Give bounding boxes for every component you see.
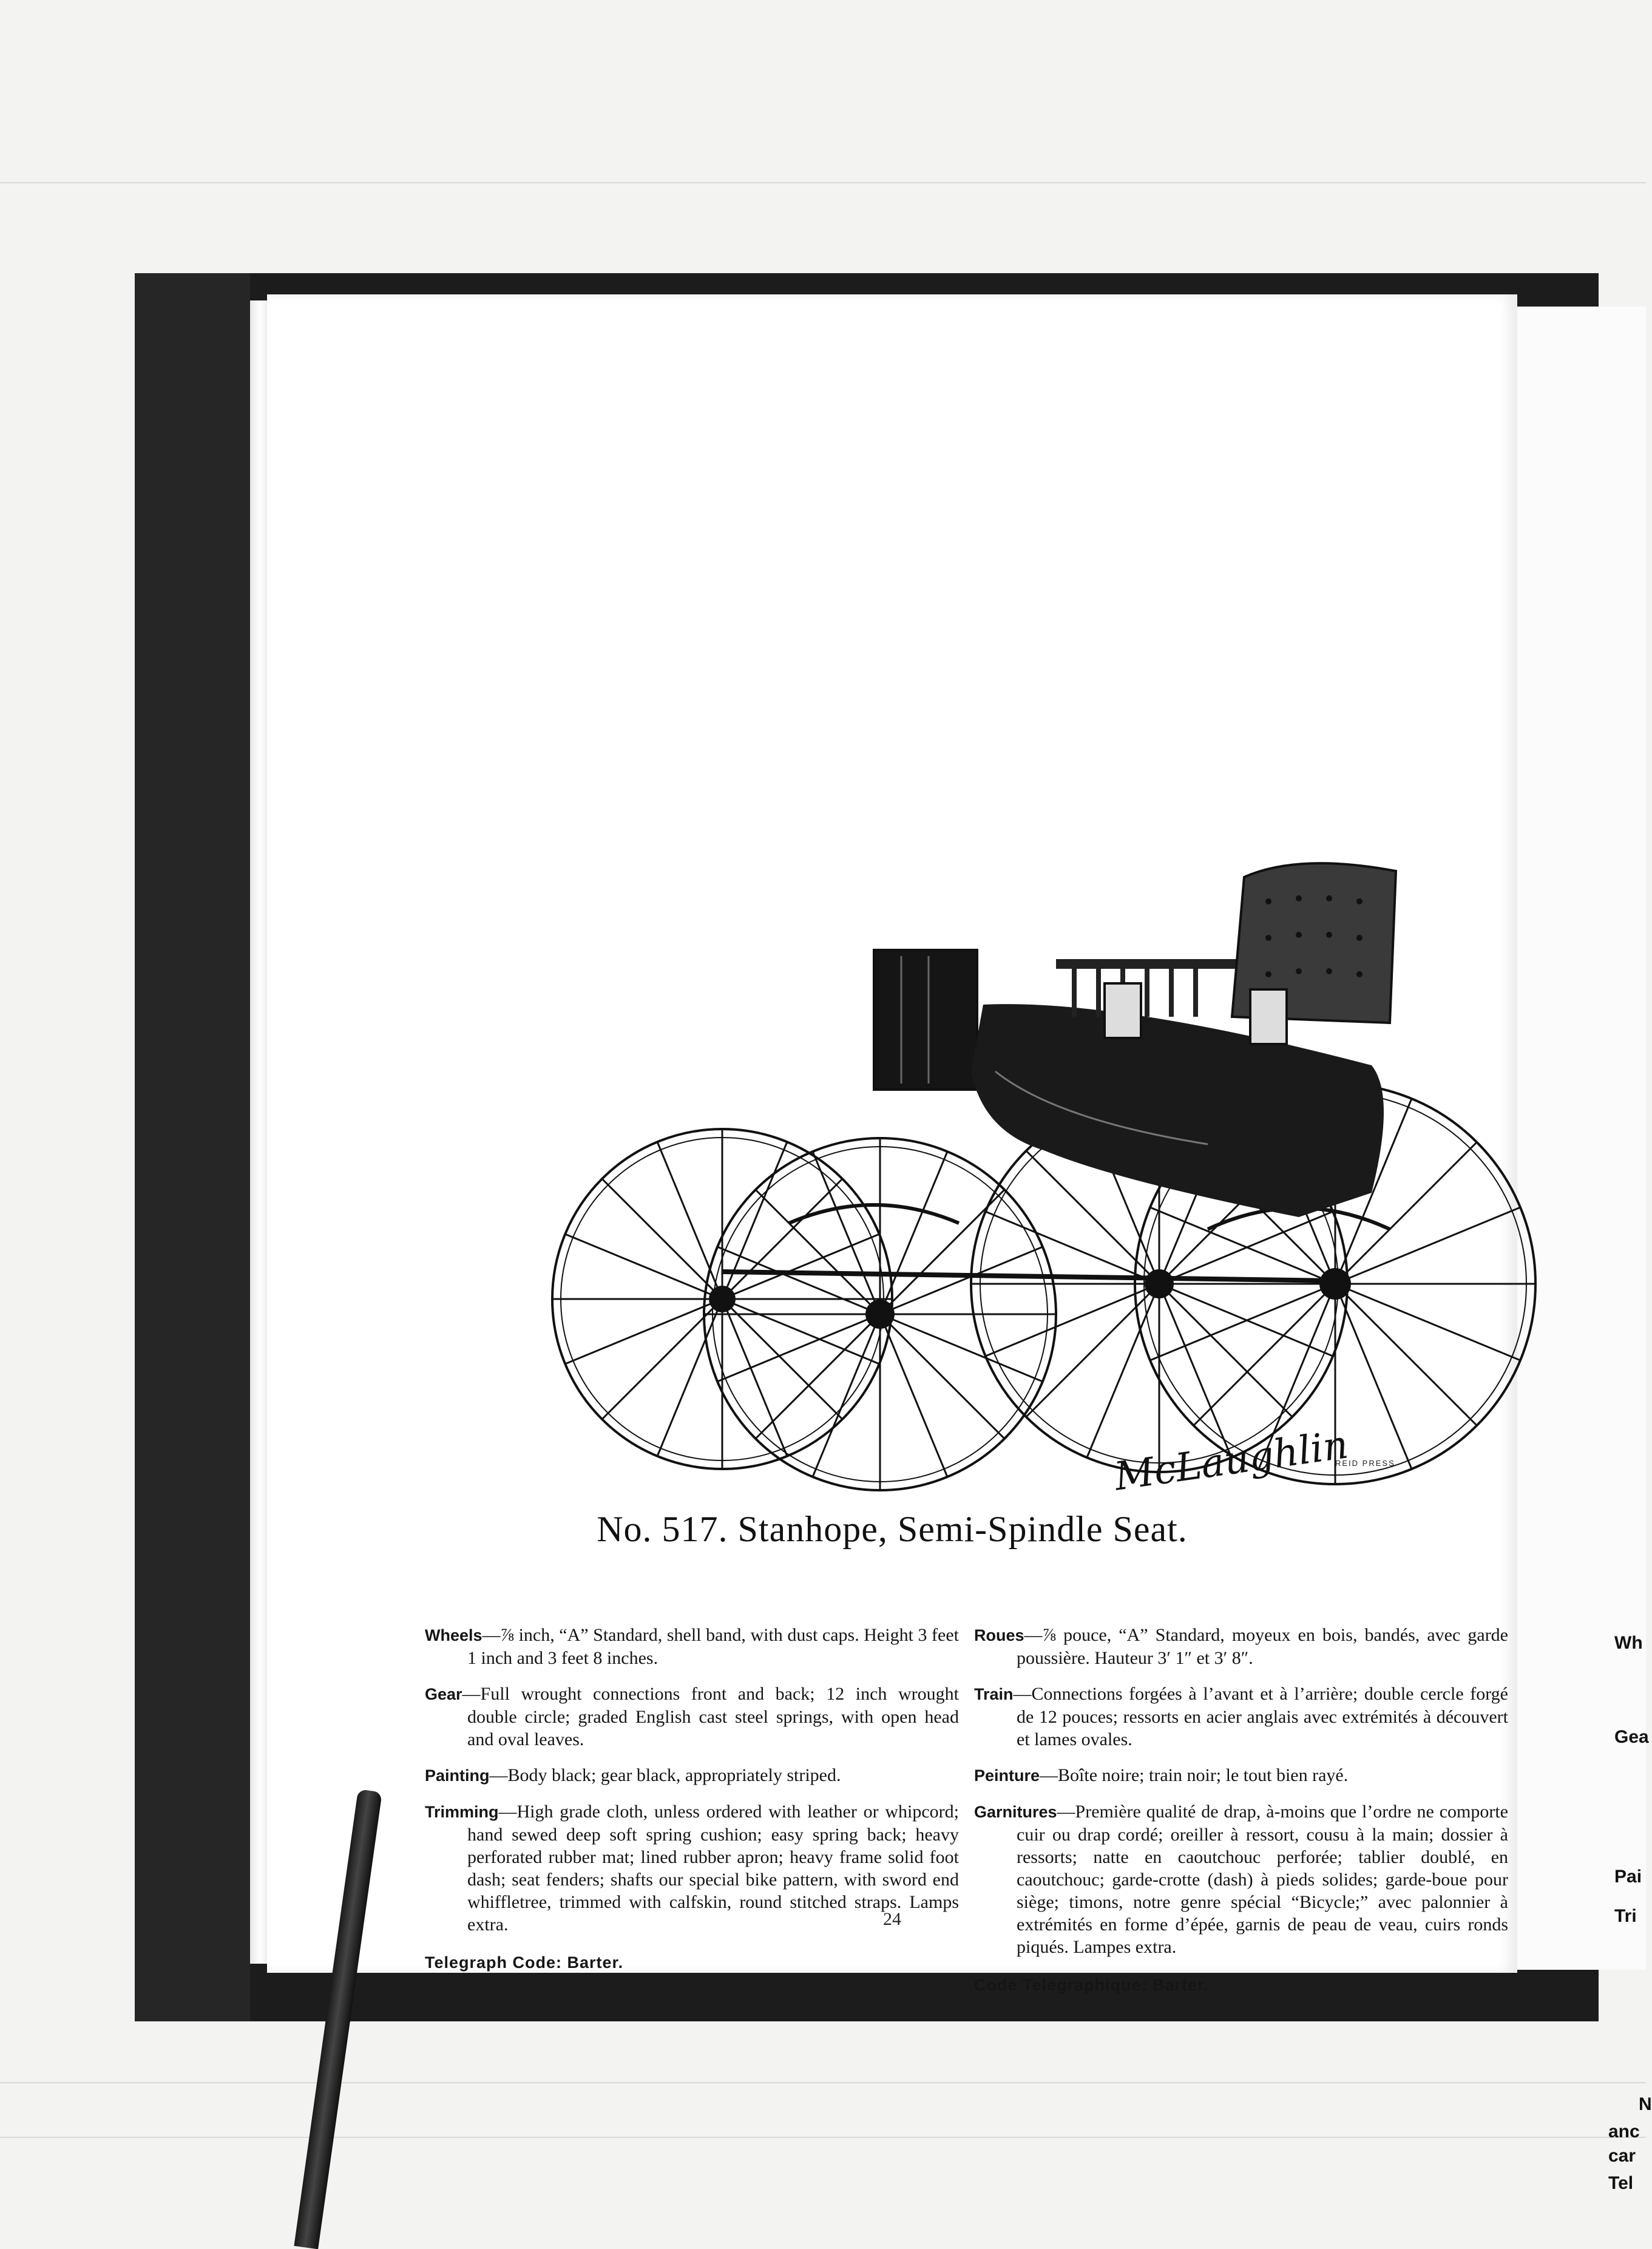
carriage-lamp — [1105, 983, 1141, 1038]
book-spine — [135, 273, 250, 2021]
spec-text: —Boîte noire; train noir; le tout bien rayé. — [1040, 1765, 1349, 1785]
reach-bar — [722, 1272, 1335, 1281]
spec-wheels — [425, 1624, 959, 1669]
spec-peinture — [974, 1764, 1508, 1787]
facing-page-text: Pai — [1614, 1867, 1642, 1887]
page-title: No. 517. Stanhope, Semi-Spindle Seat. — [597, 1509, 1188, 1549]
facing-page-text: N — [1639, 2094, 1652, 2114]
foot-dash — [874, 950, 977, 1090]
spec-term: Trimming — [425, 1803, 499, 1821]
printer-imprint: REID PRESS — [1335, 1459, 1395, 1468]
facing-page-text: Tel — [1608, 2173, 1634, 2193]
backdrop-line — [0, 182, 1646, 183]
carriage-lamp — [1250, 989, 1287, 1044]
spec-text: —Full wrought connections front and back; 12 inch wrought double circle; graded English cast steel springs, with open head and oval leaves. — [462, 1684, 959, 1749]
code-telegraphique: Code Telegraphique: Barter. — [974, 1976, 1209, 1994]
facing-page-text: car — [1608, 2146, 1636, 2166]
telegraph-code: Telegraph Code: Barter. — [425, 1953, 624, 1972]
facing-page-text: Wh — [1614, 1633, 1643, 1653]
spec-garnitures — [974, 1800, 1508, 1958]
page-number: 24 — [883, 1909, 901, 1929]
catalog-page — [267, 294, 1517, 1994]
spec-term: Train — [974, 1685, 1014, 1703]
spec-train — [974, 1683, 1508, 1751]
front-wheel — [704, 1138, 1056, 1490]
spec-term: Gear — [425, 1685, 462, 1703]
spec-text: —Première qualité de drap, à-moins que l’ordre ne comporte cuir ou drap cordé; oreiller à ressort, cousu à la main; dossier à ressorts; natte en caoutchouc perforée; tablier doublé, en caoutchouc; garde-crotte (dash) à pieds solides; garde-boue pour siège; timons, notre genre spécial “Bicycle;” avec palonnier à extrémités en forme d’épée, garnis de peau de veau, cuirs ronds piqués. Lampes extra. — [1017, 1802, 1508, 1957]
spec-roues — [974, 1624, 1508, 1669]
spec-text: —High grade cloth, unless ordered with leather or whipcord; hand sewed deep soft spring cushion; easy spring back; heavy perforated rubber mat; lined rubber apron; heavy frame solid foot dash; seat fenders; shafts our special bike pattern, with sword end whiffletree, trimmed with calfskin, round stitched straps. Lamps extra. — [467, 1802, 959, 1935]
facing-page-text: anc — [1608, 2122, 1640, 2142]
spec-gear — [425, 1683, 959, 1751]
spec-text: —Body black; gear black, appropriately striped. — [489, 1765, 841, 1785]
spec-term: Garnitures — [974, 1803, 1057, 1821]
spec-term: Roues — [974, 1626, 1024, 1644]
spec-text: —⅞ inch, “A” Standard, shell band, with dust caps. Height 3 feet 1 inch and 3 feet 8 inches. — [467, 1625, 959, 1668]
french-specifications — [974, 1624, 1508, 1996]
backdrop-line — [0, 2082, 1646, 2083]
facing-page-text: Gea — [1614, 1727, 1649, 1747]
spec-term: Peinture — [974, 1766, 1040, 1785]
spec-term: Wheels — [425, 1626, 482, 1644]
facing-page-text: Tri — [1614, 1906, 1637, 1926]
stanhope-carriage-illustration — [449, 537, 1517, 1484]
spec-painting — [425, 1764, 959, 1787]
facing-page-fragment — [1517, 307, 1652, 2193]
spec-term: Painting — [425, 1766, 490, 1785]
backdrop-line — [0, 2137, 1646, 2138]
spec-text: —Connections forgées à l’avant et à l’arrière; double cercle forgé de 12 pouces; ressorts en acier anglais avec extrémités à découvert et lames ovales. — [1013, 1684, 1508, 1749]
illustrator-signature: McLaughlin — [1111, 1422, 1351, 1500]
carriage-body — [971, 1004, 1384, 1217]
spec-text: —⅞ pouce, “A” Standard, moyeux en bois, bandés, avec garde poussière. Hauteur 3′ 1″ et 3′ 8″. — [1017, 1625, 1508, 1668]
